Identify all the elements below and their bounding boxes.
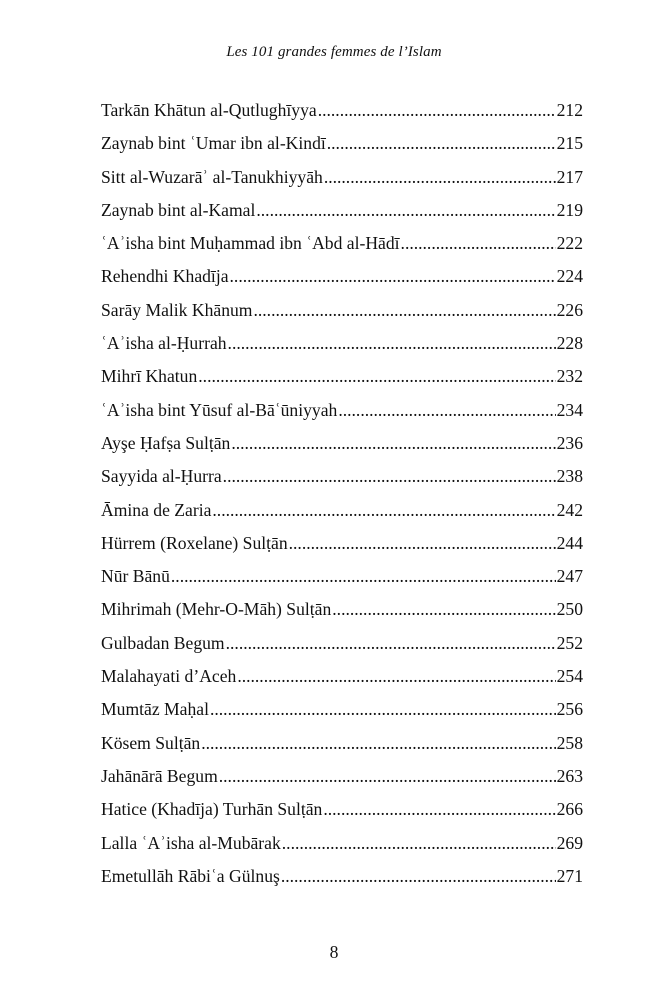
toc-entry-title: Emetullāh Rābiʿa Gülnuş [101, 865, 280, 886]
toc-entry [101, 860, 583, 893]
toc-entry-title: Jahānārā Begum [101, 765, 218, 786]
toc-entry-title: Gulbadan Begum [101, 632, 225, 653]
toc-entry [101, 727, 583, 760]
toc-entry-page: 266 [556, 799, 583, 820]
toc-entry-title: Mihrī Khatun [101, 366, 198, 387]
toc-entry [101, 360, 583, 393]
toc-entry-page: 212 [556, 100, 583, 120]
toc-entry-title: Lalla ʿAʾisha al-Mubārak [101, 832, 281, 853]
toc-entry [101, 627, 583, 660]
toc-entry-page: 219 [556, 199, 583, 220]
toc-entry-page: 234 [556, 399, 583, 420]
toc-entry-page: 269 [556, 832, 583, 853]
toc-entry [101, 560, 583, 593]
toc-entry-page: 247 [556, 566, 583, 587]
dot-leader [324, 161, 556, 194]
dot-leader [338, 394, 555, 427]
toc-entry-title: Āmina de Zaria [101, 499, 212, 520]
dot-leader [231, 427, 555, 460]
toc-entry-page: 232 [556, 366, 583, 387]
toc-entry-page: 222 [556, 233, 583, 254]
toc-entry-title: Sarāy Malik Khānum [101, 299, 253, 320]
toc-entry-title: Kösem Sulṭān [101, 732, 201, 753]
toc-entry [101, 327, 583, 360]
dot-leader [210, 693, 556, 726]
toc-entry [101, 527, 583, 560]
toc-entry-page: 258 [556, 732, 583, 753]
toc-entry-title: Hatice (Khadīja) Turhān Sulṭān [101, 799, 323, 820]
toc-entry [101, 460, 583, 493]
toc-entry-page: 250 [556, 599, 583, 620]
toc-entry-page: 242 [556, 499, 583, 520]
dot-leader [223, 460, 556, 493]
toc-entry [101, 394, 583, 427]
toc-entry-title: ʿAʾisha bint Muḥammad ibn ʿAbd al-Hādī [101, 233, 400, 254]
running-header: Les 101 grandes femmes de l’Islam [226, 44, 442, 60]
toc-entry [101, 161, 583, 194]
toc-entry-page: 217 [556, 166, 583, 187]
toc-entry [101, 427, 583, 460]
toc-entry-title: Sayyida al-Ḥurra [101, 466, 222, 487]
dot-leader [256, 194, 555, 227]
toc-entry [101, 194, 583, 227]
toc-entry-title: Tarkān Khātun al-Qutlughīyya [101, 100, 317, 120]
toc-entry [101, 494, 583, 527]
dot-leader [289, 527, 556, 560]
toc-entry-page: 224 [556, 266, 583, 287]
toc-entry [101, 793, 583, 826]
toc-entry-title: ʿAʾisha al-Ḥurrah [101, 333, 227, 354]
toc-entry [101, 660, 583, 693]
dot-leader [230, 260, 556, 293]
dot-leader [171, 560, 556, 593]
dot-leader [237, 660, 555, 693]
dot-leader [327, 127, 556, 160]
toc-entry-page: 236 [556, 432, 583, 453]
dot-leader [323, 793, 555, 826]
page-number: 8 [329, 942, 339, 962]
dot-leader [401, 227, 556, 260]
toc-entry [101, 827, 583, 860]
toc-entry [101, 760, 583, 793]
toc-entry-title: Malahayati d’Aceh [101, 666, 237, 687]
toc-entry-page: 238 [556, 466, 583, 487]
toc-entry [101, 227, 583, 260]
toc-entry-title: Sitt al-Wuzarāʾ al-Tanukhiyyāh [101, 166, 323, 187]
toc-entry-title: Hürrem (Roxelane) Sulṭān [101, 532, 288, 553]
dot-leader [219, 760, 556, 793]
toc-entry-title: Rehendhi Khadīja [101, 266, 229, 287]
table-of-contents [101, 94, 583, 893]
toc-entry [101, 693, 583, 726]
toc-entry-page: 252 [556, 632, 583, 653]
toc-entry-page: 215 [556, 133, 583, 154]
dot-leader [198, 360, 555, 393]
toc-entry-title: Zaynab bint al-Kamal [101, 199, 256, 220]
toc-entry-page: 263 [556, 765, 583, 786]
toc-entry [101, 260, 583, 293]
toc-entry-page: 254 [556, 666, 583, 687]
dot-leader [281, 860, 556, 893]
toc-entry [101, 127, 583, 160]
toc-entry-title: Nūr Bānū [101, 566, 170, 587]
dot-leader [318, 94, 556, 127]
toc-entry-page: 271 [556, 865, 583, 886]
dot-leader [332, 593, 555, 626]
toc-entry-page: 226 [556, 299, 583, 320]
toc-entry-title: Zaynab bint ʿUmar ibn al-Kindī [101, 133, 326, 154]
dot-leader [253, 294, 555, 327]
dot-leader [226, 627, 556, 660]
toc-entry [101, 94, 583, 127]
toc-entry [101, 593, 583, 626]
toc-entry [101, 294, 583, 327]
toc-entry-page: 244 [556, 532, 583, 553]
dot-leader [212, 494, 555, 527]
toc-entry-title: Ayşe Ḥafṣa Sulṭān [101, 432, 231, 453]
dot-leader [282, 827, 556, 860]
dot-leader [228, 327, 556, 360]
dot-leader [201, 727, 555, 760]
toc-entry-page: 228 [556, 333, 583, 354]
toc-entry-title: Mumtāz Maḥal [101, 699, 209, 720]
toc-entry-title: Mihrimah (Mehr-O-Māh) Sulṭān [101, 599, 332, 620]
toc-entry-page: 256 [556, 699, 583, 720]
toc-entry-title: ʿAʾisha bint Yūsuf al-Bāʿūniyyah [101, 399, 338, 420]
